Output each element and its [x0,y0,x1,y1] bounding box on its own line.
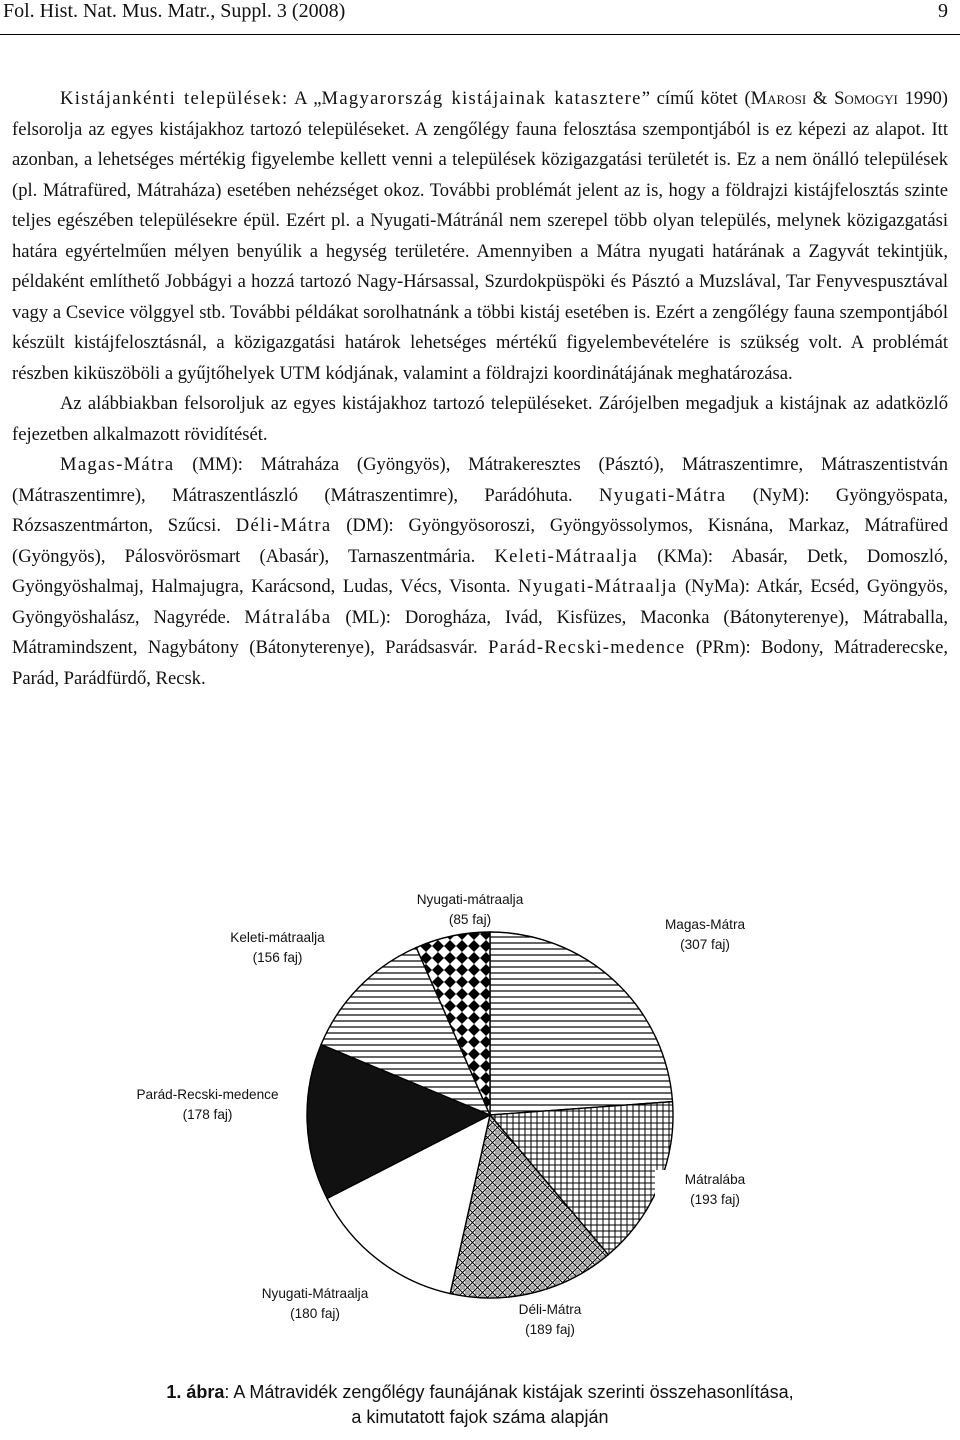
slice-label: Nyugati-mátraalja [416,892,524,907]
caption-label: 1. ábra [166,1382,225,1402]
slice-label: Mátralába [684,1172,746,1187]
region-name: Déli-Mátra [235,515,332,536]
region-name: Magas-Mátra [60,454,175,475]
region-name: Mátralába [244,606,332,628]
region-name: Nyugati-Mátraalja [518,576,678,597]
region-settlements: (MM): Mátraháza (Gyöngyös), Mátrakeresztes (Pásztó), Mátraszentimre, Mátraszentistván (Mátraszentimre), Mátraszentlászló (Mátraszentimre), Parádóhuta. [12,454,948,506]
label-matralaba [655,1170,775,1210]
paragraph-intro-list: Az alábbiakban felsoroljuk az egyes kistájakhoz tartozó településeket. Zárójelben megadjuk a kistájnak az adatközlő fejezetben alkalmazott rövidítését. [12,393,948,445]
label-nyugati-matraalja [235,1284,395,1324]
region-settlements: (DM): Gyöngyösoroszi, Gyöngyössolymos, Kisnána, Markaz, Mátrafüred (Gyöngyös), Pálosvörösmart (Abasár), Tarnaszentmária. [12,515,949,567]
author-marosi: Marosi [750,88,807,109]
paragraph-settlements [12,84,948,389]
region-settlements: (PRm): Bodony, Mátraderecske, Parád, Parádfürdő, Recsk. [12,637,948,689]
page-number: 9 [938,0,948,22]
section-lead: Kistájankénti települések: [60,88,289,109]
text-fragment: & [806,88,835,109]
journal-citation: Fol. Hist. Nat. Mus. Matr., Suppl. 3 (2008) [3,0,346,22]
slice-label: Nyugati-Mátraalja [261,1286,369,1301]
author-somogyi: Somogyi [834,88,898,109]
region-name: Parád-Recski-medence [488,637,686,658]
slice-count: (193 faj) [690,1192,740,1207]
region-name: Nyugati-Mátra [599,484,727,506]
label-parad-recski [115,1085,300,1125]
paragraph-region-list [12,450,948,694]
pie-slices [307,932,673,1298]
label-magas-matra [625,915,785,955]
label-keleti-matraalja [205,928,350,968]
text-fragment: 1990) felsorolja az egyes kistájakhoz tartozó településeket. A zengőlégy fauna felosztása szempontjából is ez képezi az alapot. Itt azonban, a lehetséges mértékig figyelembe kellett venni a települések közigazgatási területét is. Ez a nem önálló települések (pl. Mátrafüred, Mátraháza) esetében nehézséget okoz. További problémát jelent az is, hogy a földrajzi kistájfelosztás szinte teljes egészében településekre épül. Ezért pl. a Nyugati-Mátránál nem szerepel több olyan település, melynek közigazgatási határa egyértelműen mélyen benyúlik a hegység területére. Amennyiben a Mátra nyugati határának a Zagyvát tekintjük, példaként említhető Jobbágyi a hozzá tartozó Nagy-Hársassal, Szurdokpüspöki és Pásztó a Muzslával, Tar Fenyvespusztával vagy a Csevice völggyel stb. További példákat sorolhatnánk a többi kistáj esetében is. Ezért a zengőlégy fauna szempontjából készült kistájfelosztásnál, a közigazgatási határok lehetséges mértékű figyelembevételére is szükség volt. A problémát részben kiküszöböli a gyűjtőhelyek UTM kódjának, valamint a földrajzi koordinátájának meghatározása. [12,88,948,384]
slice-label: Déli-Mátra [518,1302,582,1317]
region-settlements: (KMa): Abasár, Detk, Domoszló, Gyöngyöshalmaj, Halmajugra, Karácsond, Ludas, Vécs, Visonta. [12,545,948,597]
slice-count: (180 faj) [290,1306,340,1321]
slice-count: (307 faj) [680,937,730,952]
slice-count: (189 faj) [525,1322,575,1337]
region-name: Keleti-Mátraalja [494,545,639,567]
region-settlements: (ML): Dorogháza, Ivád, Kisfüzes, Maconka (Bátonyterenye), Mátraballa, Mátramindszent, Nagybátony (Bátonyterenye), Parádsasvár. [12,606,949,658]
pie-slice-magas-mátra [490,932,673,1115]
slice-label: Magas-Mátra [664,917,746,932]
caption-text-line2: a kimutatott fajok száma alapján [351,1407,609,1427]
pie-chart [0,880,960,1380]
slice-count: (85 faj) [448,912,492,927]
figure-caption [0,1380,960,1430]
pie-figure [0,880,960,1390]
slice-count: (178 faj) [182,1107,233,1122]
label-nyugati-matraalja-small [395,890,545,930]
running-header [0,0,960,35]
article-body [12,84,948,694]
text-fragment: ” című kötet ( [641,88,751,109]
slice-label: Keleti-mátraalja [230,930,325,945]
caption-text: : A Mátravidék zengőlégy faunájának kistájak szerinti összehasonlítása, [224,1382,794,1402]
slice-label: Parád-Recski-medence [136,1087,279,1102]
region-settlements: (NyM): Gyöngyöspata, Rózsaszentmárton, Szűcsi. [12,484,948,536]
text-fragment: A „ [288,88,322,109]
slice-count: (156 faj) [252,950,303,965]
label-deli-matra [485,1300,615,1340]
book-title: Magyarország kistájainak katasztere [321,88,642,109]
region-settlements: (NyMa): Atkár, Ecséd, Gyöngyös, Gyöngyöshalász, Nagyréde. [12,576,948,628]
